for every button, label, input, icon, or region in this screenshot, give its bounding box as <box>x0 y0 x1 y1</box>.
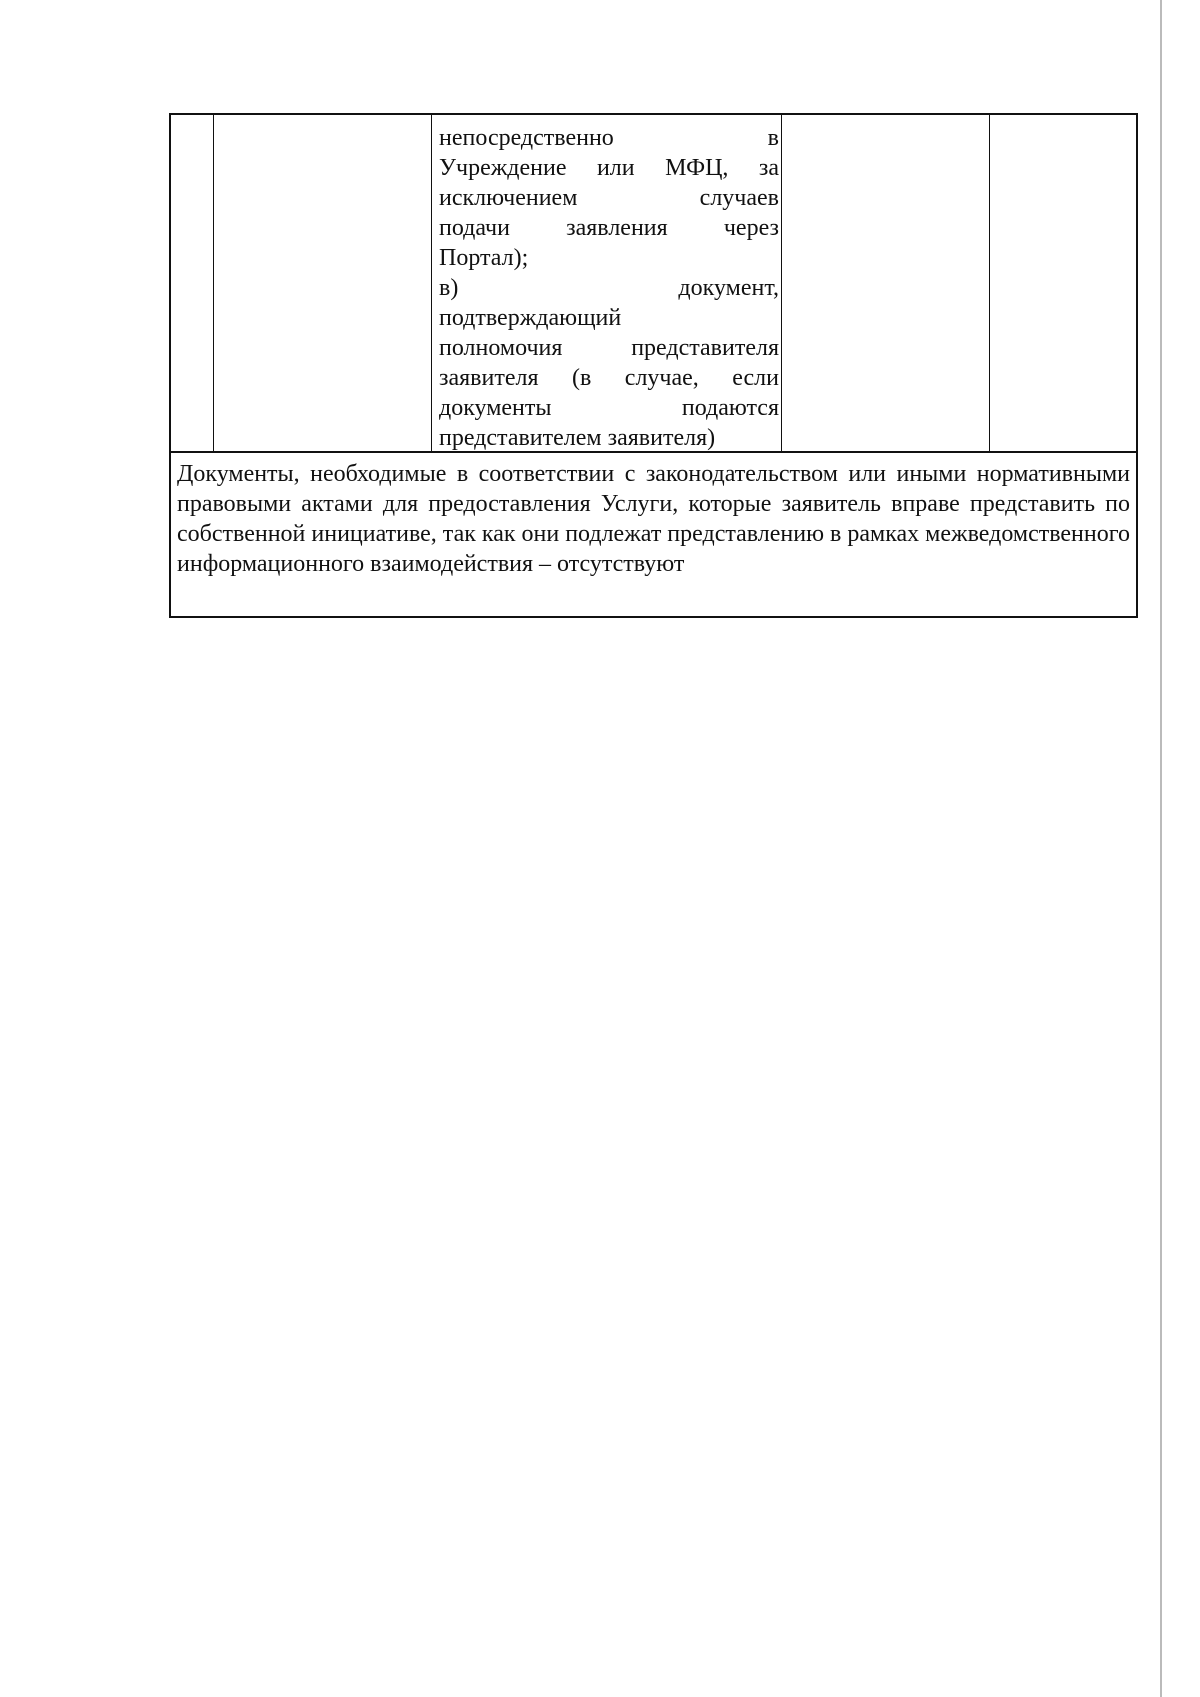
cell-line: исключением случаев <box>439 185 779 211</box>
cell-line: документы подаются <box>439 395 779 421</box>
documents-cell <box>439 123 779 453</box>
document-table <box>169 113 1138 618</box>
column-divider <box>213 115 214 451</box>
cell-line: подачи заявления через <box>439 215 779 241</box>
cell-line: полномочия представителя <box>439 335 779 361</box>
cell-line: подтверждающий <box>439 305 622 331</box>
cell-line: представителем заявителя) <box>439 425 716 451</box>
column-divider <box>781 115 782 451</box>
cell-line: Учреждение или МФЦ, за <box>439 155 779 181</box>
cell-line: заявителя (в случае, если <box>439 365 779 391</box>
merged-row-text: Документы, необходимые в соответствии с законодательством или иными нормативными правовыми актами для предоставления Услуги, которые заявитель вправе представить по собственной инициативе, так как они подлежат представлению в рамках межведомственного информационного взаимодействия – отсутствуют <box>177 461 1130 577</box>
cell-line: непосредственно в <box>439 125 779 151</box>
cell-line: в) документ, <box>439 275 779 301</box>
column-divider <box>989 115 990 451</box>
column-divider <box>431 115 432 451</box>
scan-edge <box>1160 0 1162 1697</box>
cell-line: Портал); <box>439 245 529 271</box>
table-row <box>171 115 1136 453</box>
